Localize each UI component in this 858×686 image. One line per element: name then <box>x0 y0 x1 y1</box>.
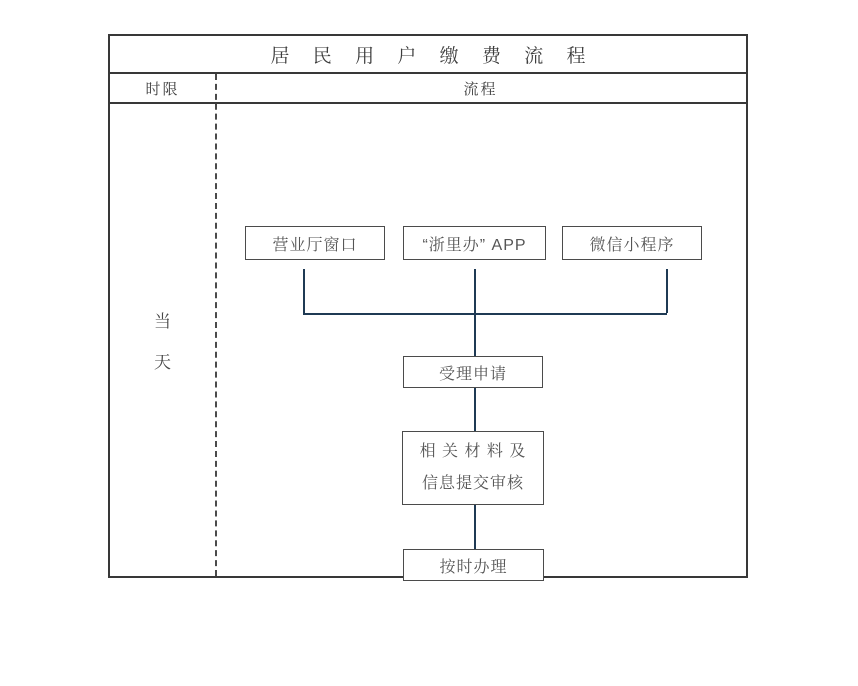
step-box-handle-on-time <box>403 549 544 581</box>
connector-stub-middle <box>474 269 476 313</box>
step-box-handle-on-time-label: 按时办理 <box>439 558 508 576</box>
column-header-process: 流程 <box>463 80 498 98</box>
step-box-materials-review-line2: 信息提交审核 <box>421 475 524 492</box>
connector-stub-left <box>303 269 305 313</box>
channel-box-service-hall-label: 营业厅窗口 <box>272 236 358 254</box>
step-box-materials-review-line1: 相 关 材 料 及 <box>419 443 527 460</box>
step-box-accept-application-label: 受理申请 <box>438 365 507 383</box>
step-box-accept-application <box>403 356 543 388</box>
table-body-row <box>110 104 746 576</box>
step-box-materials-review <box>402 431 544 505</box>
flowchart <box>110 104 746 575</box>
channel-box-service-hall <box>245 226 385 260</box>
connector-to-handle <box>474 505 476 549</box>
time-limit-char-1: 当 <box>154 312 171 331</box>
process-table <box>108 34 748 578</box>
connector-to-accept <box>474 313 476 356</box>
connector-merge-bar <box>303 313 667 315</box>
page-title: 居 民 用 户 缴 费 流 程 <box>110 36 746 74</box>
channel-box-wechat-miniprogram <box>562 226 702 260</box>
column-header-time-limit: 时限 <box>145 80 180 98</box>
connector-to-materials <box>474 388 476 431</box>
channel-box-zheliban-app <box>403 226 546 260</box>
channel-box-zheliban-app-label: “浙里办” APP <box>422 236 527 254</box>
connector-stub-right <box>666 269 668 313</box>
table-header-row <box>110 74 746 104</box>
channel-box-wechat-miniprogram-label: 微信小程序 <box>589 236 675 254</box>
time-limit-char-2: 天 <box>154 353 171 372</box>
